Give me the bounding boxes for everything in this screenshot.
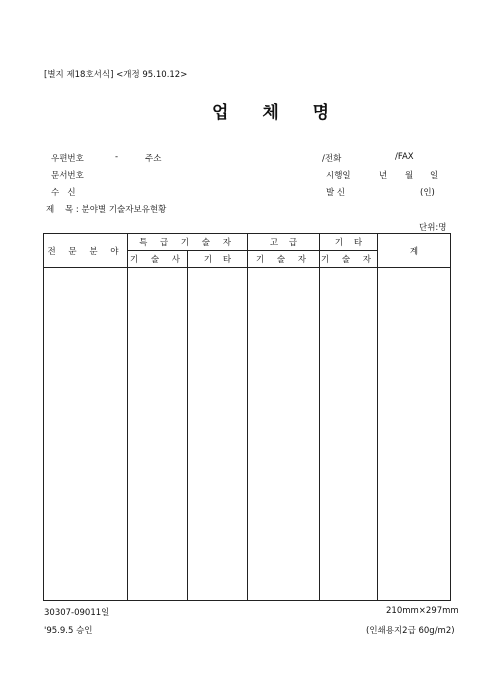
address-label: 주소 bbox=[145, 154, 162, 164]
footer-code: 30307-09011일 bbox=[44, 608, 110, 618]
sub-engineer-header: 기 술 사 bbox=[128, 251, 188, 268]
subject-line: 제 목 : 분야별 기술자보유현황 bbox=[46, 205, 167, 215]
fax-label: /FAX bbox=[395, 152, 414, 162]
doc-number-label: 문서번호 bbox=[51, 171, 84, 181]
body-total-cell[interactable] bbox=[378, 268, 451, 601]
footer-size: 210mm×297mm bbox=[386, 606, 459, 616]
body-high-cell[interactable] bbox=[248, 268, 320, 601]
year-label: 년 bbox=[379, 171, 388, 181]
seal-label: (인) bbox=[420, 188, 435, 198]
phone-label: /전화 bbox=[322, 154, 342, 164]
footer-paper: (인쇄용지2급 60g/m2) bbox=[366, 626, 455, 636]
col-field-header: 전 문 분 야 bbox=[44, 234, 128, 268]
postal-code-label: 우편번호 bbox=[51, 154, 84, 164]
body-special-engineer-cell[interactable] bbox=[128, 268, 188, 601]
staff-table bbox=[43, 233, 451, 601]
sub-other-engineer-header: 기 술 자 bbox=[320, 251, 378, 268]
body-other-cell[interactable] bbox=[320, 268, 378, 601]
col-high-header: 고 급 bbox=[248, 234, 320, 251]
unit-label: 단위:명 bbox=[419, 223, 447, 233]
col-other-header: 기 타 bbox=[320, 234, 378, 251]
body-field-cell[interactable] bbox=[44, 268, 128, 601]
body-special-other-cell[interactable] bbox=[188, 268, 248, 601]
sub-high-engineer-header: 기 술 자 bbox=[248, 251, 320, 268]
month-label: 월 bbox=[405, 171, 414, 181]
form-header: [별지 제18호서식] <개정 95.10.12> bbox=[44, 70, 188, 80]
day-label: 일 bbox=[430, 171, 439, 181]
sub-other-header: 기 타 bbox=[188, 251, 248, 268]
sender-label: 발 신 bbox=[326, 188, 346, 198]
recipient-label: 수 신 bbox=[51, 188, 76, 198]
enforce-date-label: 시행일 bbox=[326, 171, 351, 181]
footer-approval: '95.9.5 승인 bbox=[44, 626, 93, 636]
col-total-header: 계 bbox=[378, 234, 451, 268]
col-special-header: 특 급 기 술 자 bbox=[128, 234, 248, 251]
page-title: 업 체 명 bbox=[212, 103, 344, 123]
postal-dash: - bbox=[115, 152, 119, 162]
